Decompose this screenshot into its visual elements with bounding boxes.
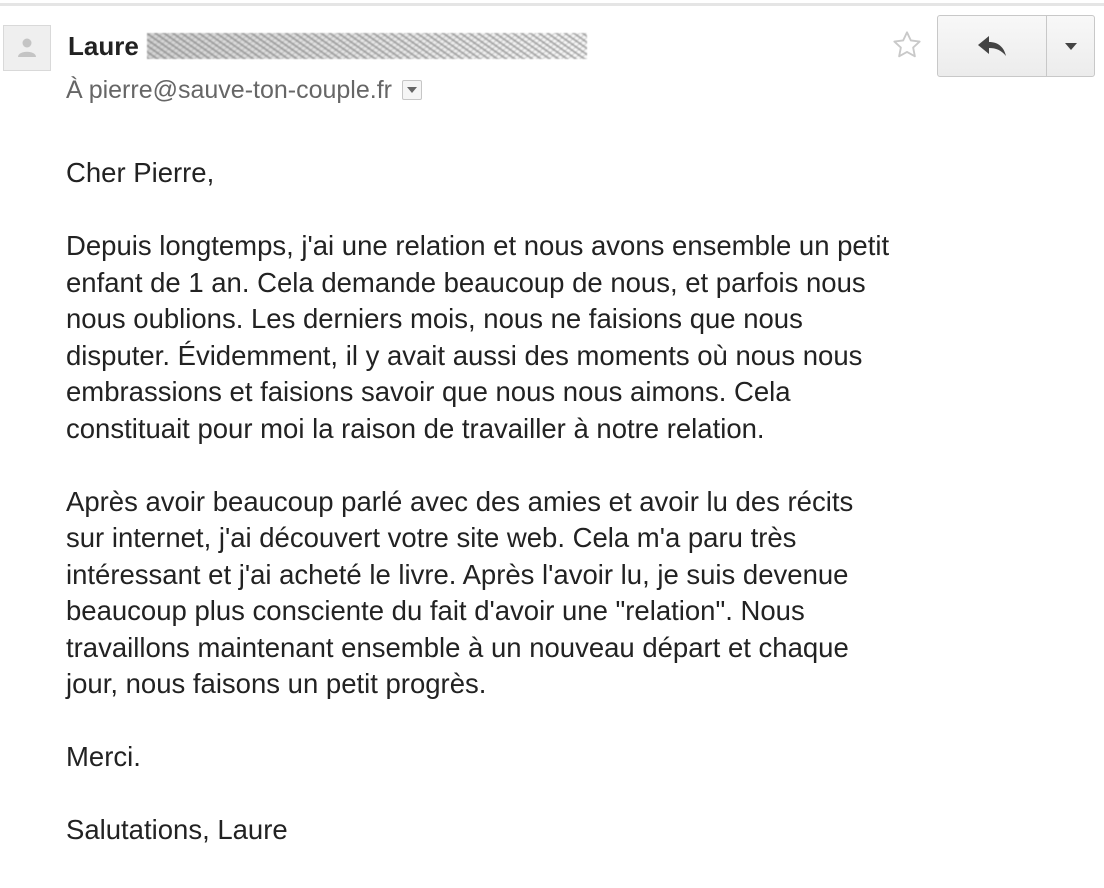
header-divider xyxy=(0,3,1104,6)
thanks-line: Merci. xyxy=(66,741,141,772)
paragraph-line: constituait pour moi la raison de travailler à notre relation. xyxy=(66,412,765,444)
paragraph-line: intéressant et j'ai acheté le livre. Après l'avoir lu, je suis devenue xyxy=(66,558,849,590)
sender-name[interactable]: Laure xyxy=(68,30,139,61)
paragraph-line: embrassions et faisions savoir que nous nous aimons. Cela xyxy=(66,376,791,407)
reply-arrow-icon xyxy=(977,35,1007,57)
greeting: Cher Pierre, xyxy=(66,157,215,188)
paragraph-line: sur internet, j'ai découvert votre site web. Cela m'a paru très xyxy=(66,522,797,553)
paragraph-line: jour, nous faisons un petit progrès. xyxy=(66,668,487,699)
details-dropdown-icon[interactable] xyxy=(402,80,422,100)
paragraph-line: nous oublions. Les derniers mois, nous ne faisions que nous xyxy=(66,303,803,334)
paragraph-2 xyxy=(66,484,1076,703)
paragraph-line: enfant de 1 an. Cela demande beaucoup de nous, et parfois nous xyxy=(66,266,866,298)
reply-button[interactable] xyxy=(938,16,1047,76)
recipient-prefix: À xyxy=(66,75,83,104)
redacted-sender-address xyxy=(147,33,587,59)
reply-button-group xyxy=(937,15,1095,77)
more-actions-button[interactable] xyxy=(1047,16,1094,76)
recipient-line xyxy=(66,72,422,108)
paragraph-line: travaillons maintenant ensemble à un nouveau départ et chaque xyxy=(66,631,849,663)
paragraph-line: Après avoir beaucoup parlé avec des amies et avoir lu des récits xyxy=(66,485,854,517)
recipient-email: pierre@sauve-ton-couple.fr xyxy=(88,75,392,104)
paragraph-line: disputer. Évidemment, il y avait aussi des moments où nous nous xyxy=(66,339,863,371)
message-body xyxy=(66,155,1076,849)
person-icon xyxy=(16,36,38,58)
sender-line xyxy=(68,28,587,64)
paragraph-line: Depuis longtemps, j'ai une relation et nous avons ensemble un petit xyxy=(66,230,890,261)
paragraph-1 xyxy=(66,228,1076,447)
sender-avatar[interactable] xyxy=(3,25,51,71)
caret-down-icon xyxy=(1065,43,1077,50)
paragraph-line: beaucoup plus consciente du fait d'avoir une "relation". Nous xyxy=(66,595,805,626)
signoff-line: Salutations, Laure xyxy=(66,814,288,845)
star-icon[interactable] xyxy=(888,26,926,64)
